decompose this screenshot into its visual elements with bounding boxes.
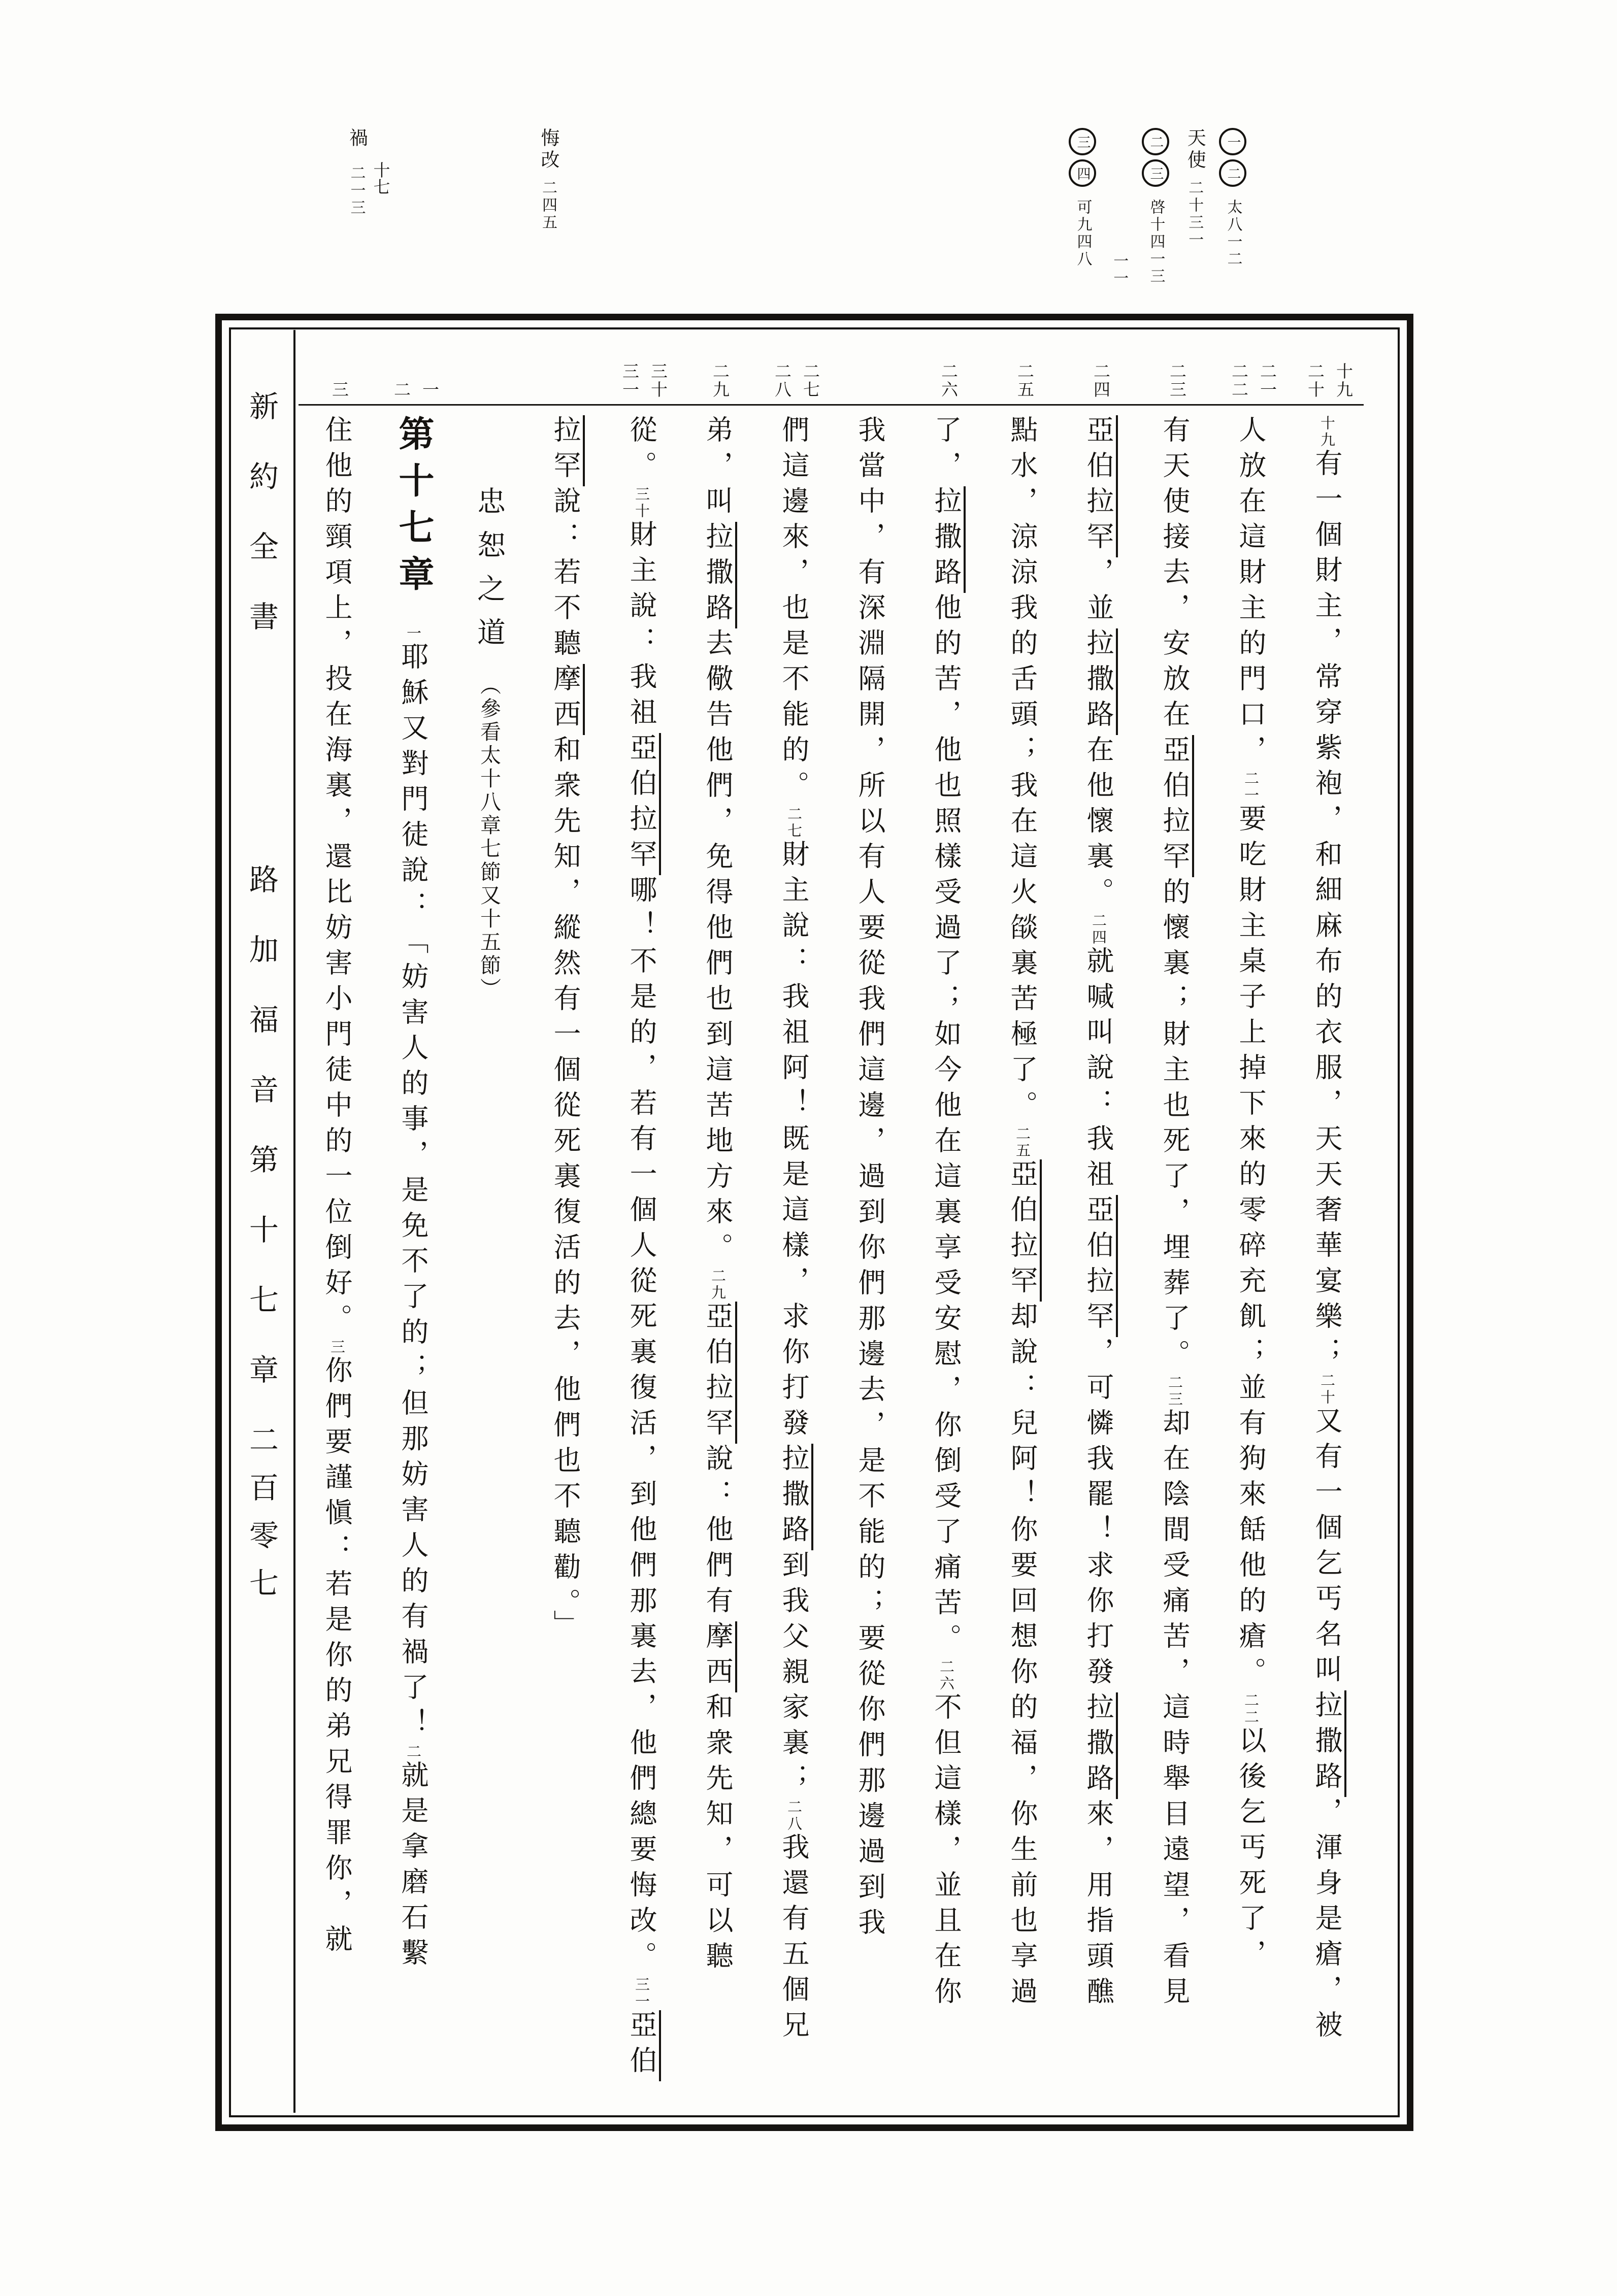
proper-name: 摩西 — [550, 664, 585, 735]
verse-number: 二一 — [1242, 771, 1259, 804]
text-run: 財主說：我祖阿！既是這樣，求你打發 — [778, 840, 809, 1444]
verse-number: 二三 — [1166, 1375, 1182, 1408]
note-reference: 二四五 — [540, 180, 556, 231]
margin-note — [1069, 128, 1096, 306]
text-column — [908, 415, 984, 2108]
verse-number: 二六 — [938, 1659, 954, 1692]
proper-name: 拉撒路 — [931, 486, 966, 593]
verse-number-header-strip — [299, 353, 1365, 403]
verse-number: 三一 — [633, 1977, 649, 2010]
verse-number: 二八 — [785, 1799, 802, 1833]
scripture-columns — [299, 415, 1365, 2108]
text-column — [1212, 415, 1289, 2108]
running-chapter: 第十七章 — [245, 1144, 278, 1424]
verse-header-number: 二十 — [1305, 362, 1324, 399]
text-run: 的懷裏；財主也死了，埋葬了。 — [1159, 877, 1190, 1375]
proper-name: 拉撒路 — [702, 522, 737, 628]
proper-name: 亞伯拉罕 — [702, 1302, 737, 1444]
verse-header-numbers — [703, 362, 732, 399]
gospel-title: 路加福音 — [245, 864, 278, 1144]
proper-name: 亞伯拉罕 — [626, 733, 661, 875]
verse-number: 二二 — [1242, 1692, 1259, 1726]
verse-header-number: 十九 — [1334, 362, 1352, 399]
verse-header-number: 二八 — [772, 362, 790, 399]
verse-header-number: 二一 — [1258, 362, 1276, 399]
verse-header-cell — [984, 353, 1060, 403]
proper-name: 亞伯拉罕 — [1083, 1195, 1118, 1337]
text-run: 和衆先知，可以聽 — [702, 1692, 733, 1977]
note-sub-reference: 十七 — [371, 161, 389, 195]
text-run: 住他的頸項上，投在海裏，還比妨害小門徒中的一位倒好。 — [321, 415, 352, 1339]
verse-header-cell — [755, 353, 832, 403]
text-column — [755, 415, 832, 2108]
text-run: 財主說：我祖 — [626, 520, 656, 733]
verse-number: 二 — [405, 1744, 421, 1760]
text-run: 却在陰間受痛苦，這時舉目遠望，看見 — [1159, 1408, 1190, 2012]
verse-header-numbers — [932, 362, 960, 399]
verse-header-number: 二七 — [801, 362, 819, 399]
verse-number: 二十 — [1318, 1373, 1335, 1406]
header-rule — [299, 404, 1364, 406]
book-title: 新約全書 — [245, 391, 278, 671]
proper-name: 亞伯拉罕 — [1007, 1159, 1042, 1302]
circled-note-marker: 二 — [1219, 159, 1246, 187]
verse-header-number: 三一 — [620, 362, 638, 399]
text-run: 就喊叫說：我祖 — [1083, 946, 1113, 1195]
verse-header-cell — [1136, 353, 1212, 403]
note-reference: 可九四八 — [1074, 199, 1092, 268]
title-separator-rule — [293, 330, 295, 2113]
verse-header-number: 二四 — [1091, 362, 1109, 399]
text-run: 却說：兒阿！你要回想你的福，你生前也享過 — [1007, 1302, 1037, 2012]
text-run: 從。 — [626, 415, 656, 486]
text-column — [679, 415, 755, 2108]
text-run: 耶穌又對門徒說：「妨害人的事，是免不了的；但那妨害人的有禍了！ — [398, 642, 428, 1744]
verse-number: 三十 — [633, 486, 649, 520]
note-keyword: 天使 — [1184, 128, 1205, 172]
verse-header-numbers — [765, 362, 822, 399]
verse-number: 二七 — [785, 806, 802, 840]
verse-header-numbers — [1222, 362, 1279, 399]
text-run: 有一個財主，常穿紫袍，和細麻布的衣服，天天奢華宴樂； — [1311, 449, 1342, 1373]
verse-header-numbers — [613, 362, 670, 399]
text-run: 你們要謹愼：若是你的弟兄得罪你，就 — [321, 1356, 352, 1960]
text-run: 說：他們有 — [702, 1444, 733, 1621]
verse-header-cell — [527, 353, 603, 403]
note-reference: 一一 — [1111, 253, 1128, 287]
note-reference: 二一三 — [348, 165, 365, 217]
text-run: 我當中，有深淵隔開，所以有人要從我們這邊，過到你們那邊去，是不能的；要從你們那邊過到我 — [854, 415, 885, 1943]
text-run: 有天使接去，安放在 — [1159, 415, 1190, 735]
verse-header-number: 二五 — [1015, 362, 1033, 399]
chapter-heading: 第十七章 — [393, 415, 433, 602]
text-column — [603, 415, 679, 2108]
verse-header-number: 二 — [391, 381, 410, 399]
verse-header-number: 二三 — [1167, 362, 1185, 399]
text-column — [527, 415, 603, 2108]
verse-header-numbers — [322, 381, 351, 399]
circled-note-marker: 二 — [1142, 128, 1169, 155]
verse-header-cell — [679, 353, 755, 403]
text-column — [1136, 415, 1212, 2108]
verse-header-number: 三 — [329, 381, 348, 399]
verse-header-numbers — [1084, 362, 1112, 399]
verse-header-cell — [451, 353, 527, 403]
text-run: 了， — [931, 415, 961, 486]
text-run: 們這邊來，也是不能的。 — [778, 415, 809, 806]
text-run: 要吃財主桌子上掉下來的零碎充飢；並有狗來餂他的瘡。 — [1235, 804, 1266, 1692]
circled-note-marker: 一 — [1219, 128, 1246, 155]
verse-header-numbers — [1160, 362, 1189, 399]
text-run: ，渾身是瘡，被 — [1311, 1797, 1342, 2046]
text-run: 他的苦，他也照樣受過了；如今他在這裏享受安慰，你倒受了痛苦。 — [931, 593, 961, 1659]
section-cross-reference: （參看太十八章七節又十五節） — [477, 674, 501, 1001]
margin-notes-left — [345, 128, 558, 306]
proper-name: 摩西 — [702, 1621, 737, 1692]
verse-header-number: 二九 — [710, 362, 729, 399]
text-run: 弟，叫 — [702, 415, 733, 522]
verse-number: 二五 — [1014, 1126, 1030, 1159]
note-keyword: 悔改 — [538, 128, 558, 172]
verse-header-number: 二六 — [939, 362, 957, 399]
verse-header-number: 二二 — [1229, 362, 1247, 399]
proper-name: 亞伯拉罕 — [1159, 735, 1194, 877]
verse-header-cell — [832, 353, 908, 403]
text-column — [1289, 415, 1365, 2108]
circled-note-marker: 三 — [1069, 128, 1096, 155]
text-column — [299, 415, 375, 2108]
text-column — [984, 415, 1060, 2108]
verse-header-numbers — [1008, 362, 1036, 399]
margin-note — [1142, 128, 1169, 306]
verse-header-cell — [1060, 353, 1136, 403]
note-reference: 啓十四一三 — [1147, 199, 1165, 285]
verse-header-cell — [299, 353, 375, 403]
verse-header-numbers — [1298, 362, 1355, 399]
verse-header-number: 三十 — [648, 362, 667, 399]
text-run: 哪！不是的，若有一個人從死裏復活，到他們那裏去，他們總要悔改。 — [626, 875, 656, 1977]
proper-name: 拉罕 — [550, 415, 585, 486]
note-keyword: 禍 — [346, 128, 367, 147]
margin-note — [537, 128, 558, 306]
text-run: ，可憐我罷！求你打發 — [1083, 1337, 1113, 1692]
text-run: 去儆告他們，免得他們也到這苦地方來。 — [702, 628, 733, 1268]
text-run: 和衆先知，縱然有一個從死裏復活的去，他們也不聽勸。」 — [550, 735, 580, 1645]
text-run: ，並 — [1083, 557, 1113, 628]
verse-number: 十九 — [1318, 415, 1335, 449]
note-main — [345, 128, 367, 306]
circled-note-marker: 三 — [1142, 159, 1169, 187]
note-reference: 二十三一 — [1186, 180, 1203, 249]
page-number: 二百零七 — [245, 1424, 278, 1615]
verse-header-number: 一 — [420, 381, 438, 399]
verse-number: 一 — [405, 625, 421, 642]
verse-header-cell — [375, 353, 451, 403]
verse-header-cell — [908, 353, 984, 403]
text-run: 說：若不聽 — [550, 486, 580, 664]
margin-note — [345, 128, 389, 306]
text-column — [451, 415, 527, 2108]
text-run: 我還有五個兄 — [778, 1833, 809, 2046]
text-run: 點水，涼涼我的舌頭；我在這火燄裏苦極了。 — [1007, 415, 1037, 1126]
text-column — [1060, 415, 1136, 2108]
proper-name: 拉撒路 — [1083, 1692, 1118, 1799]
verse-number: 二四 — [1090, 913, 1106, 946]
margin-notes-right — [1069, 128, 1246, 306]
verse-header-cell — [1289, 353, 1365, 403]
text-run: 來，用指頭醮 — [1083, 1799, 1113, 2012]
proper-name: 亞伯 — [626, 2010, 661, 2081]
circled-note-marker: 四 — [1069, 159, 1096, 187]
verse-number: 二九 — [709, 1268, 725, 1302]
text-run: 到我父親家裏； — [778, 1550, 809, 1799]
verse-header-cell — [1212, 353, 1289, 403]
note-reference: 太八一二 — [1225, 199, 1242, 268]
section-title: 忠恕之道 — [473, 486, 505, 661]
verse-header-cell — [603, 353, 679, 403]
text-run: 在他懷裏。 — [1083, 735, 1113, 913]
text-run: 人放在這財主的門口， — [1235, 415, 1266, 771]
text-column — [832, 415, 908, 2108]
proper-name: 拉撒路 — [1083, 628, 1118, 735]
text-run: 以後乞丐死了， — [1235, 1726, 1266, 1975]
text-run: 不但這樣，並且在你 — [931, 1692, 961, 2012]
margin-title-column — [228, 391, 293, 2086]
margin-note — [1110, 128, 1128, 306]
proper-name: 拉撒路 — [778, 1444, 813, 1550]
text-run: 又有一個乞丐名叫 — [1311, 1406, 1342, 1690]
margin-note — [1183, 128, 1205, 306]
verse-number: 三 — [328, 1339, 345, 1356]
verse-header-numbers — [384, 381, 441, 399]
proper-name: 拉撒路 — [1311, 1690, 1346, 1797]
proper-name: 亞伯拉罕 — [1083, 415, 1118, 557]
text-column — [375, 415, 451, 2108]
text-run: 就是拿磨石繫 — [398, 1760, 428, 1974]
margin-note — [1219, 128, 1246, 306]
